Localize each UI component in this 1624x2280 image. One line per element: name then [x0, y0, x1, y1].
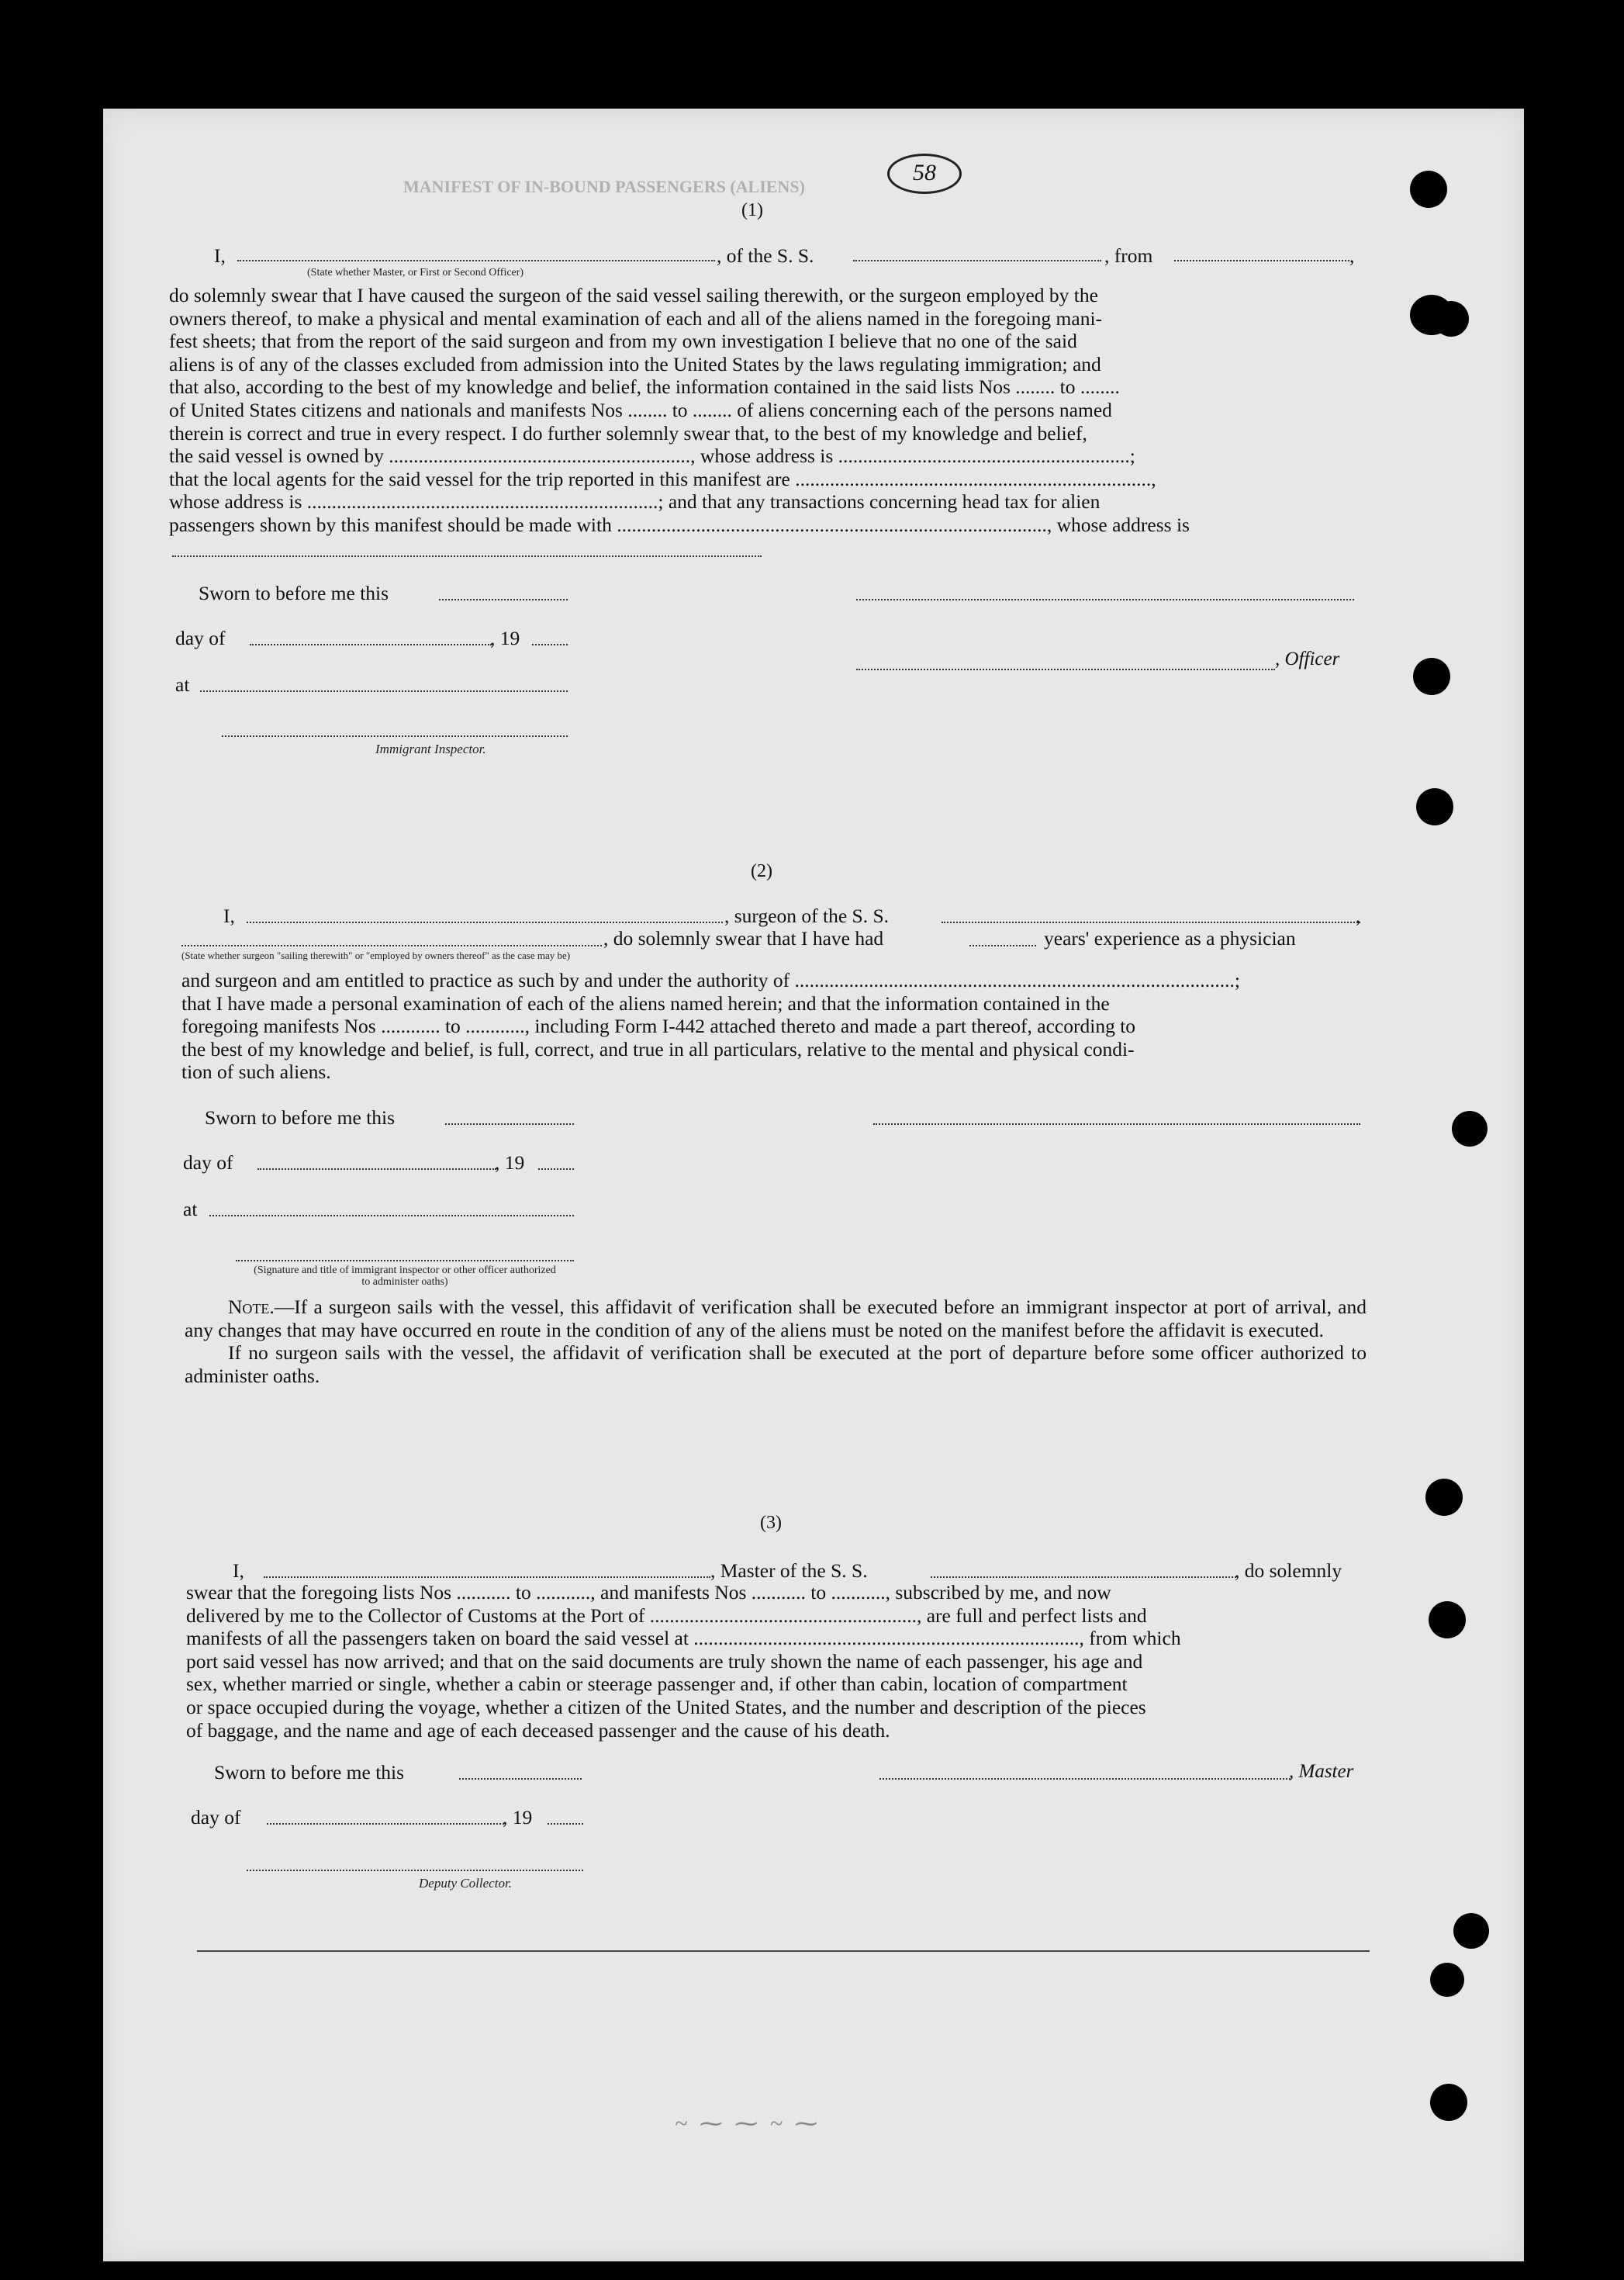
binder-hole: [1410, 171, 1447, 208]
s3-master-of: , Master of the S. S.: [710, 1559, 868, 1582]
s2-day-field[interactable]: [257, 1168, 496, 1170]
s2-body-line: the best of my knowledge and belief, is full, correct, and true in all particulars, relative to the mental and physical condi-: [181, 1037, 1135, 1060]
binder-hole: [1452, 1111, 1488, 1147]
s2-nineteen: , 19: [495, 1151, 525, 1174]
s1-body-line: aliens is of any of the classes excluded from admission into the United States by the laws regulating immigration; and: [169, 352, 1101, 375]
s2-at-field[interactable]: [209, 1215, 574, 1216]
s3-collector-caption: Deputy Collector.: [419, 1876, 512, 1891]
s1-day-of: day of: [175, 627, 226, 649]
s2-inspector-line[interactable]: [236, 1260, 574, 1261]
section3-heading: (3): [760, 1513, 782, 1533]
s3-body-line: swear that the foregoing lists Nos ........... to ..........., and manifests Nos ........... to ..........., subscribed by me, and now: [186, 1581, 1111, 1604]
s2-comma: ,: [1356, 905, 1361, 927]
s2-day-of: day of: [183, 1151, 233, 1174]
s1-of-ss: , of the S. S.: [717, 244, 814, 267]
s2-at: at: [183, 1198, 198, 1220]
section3-body: [186, 1581, 1370, 1742]
s3-nineteen: , 19: [503, 1806, 533, 1828]
s1-sworn-field[interactable]: [439, 599, 568, 600]
s1-at: at: [175, 673, 190, 696]
s2-signature-hint: (Signature and title of immigrant inspector or other officer authorized to administer oaths): [254, 1265, 556, 1288]
s3-day-of: day of: [191, 1806, 241, 1828]
s1-i: I,: [214, 244, 226, 267]
s1-sworn: Sworn to before me this: [199, 582, 389, 604]
section2-heading: (2): [751, 861, 772, 881]
s3-body-line: of baggage, and the name and age of each deceased passenger and the cause of his death.: [186, 1718, 890, 1742]
s2-body-line: and surgeon and am entitled to practice as such by and under the authority of .........................................................................................;: [181, 969, 1240, 991]
binder-hole: [1430, 1963, 1464, 1997]
s1-from-field[interactable]: [1174, 260, 1349, 261]
s1-body-line: the said vessel is owned by ............................................................., whose address is ...........................................................;: [169, 445, 1135, 468]
faint-header: MANIFEST OF IN-BOUND PASSENGERS (ALIENS): [403, 177, 805, 196]
s2-years-field[interactable]: [969, 945, 1036, 946]
s1-body-line: of United States citizens and nationals and manifests Nos ........ to ........ of aliens concerning each of the persons named: [169, 398, 1112, 421]
s3-master-label: , Master: [1289, 1761, 1354, 1782]
s2-employment-field[interactable]: [181, 945, 602, 946]
s1-body-line: that the local agents for the said vessel for the trip reported in this manifest are ........................................................................,: [169, 467, 1156, 490]
s3-body-line: delivered by me to the Collector of Customs at the Port of ......................................................, are full and perfect lists and: [186, 1604, 1147, 1627]
s3-sworn: Sworn to before me this: [214, 1761, 405, 1784]
s2-sworn-field[interactable]: [445, 1123, 574, 1125]
s1-body-line: whose address is .......................................................................; and that any transactions concerning head tax for alien: [169, 490, 1101, 514]
s3-day-field[interactable]: [267, 1823, 504, 1825]
s2-vessel-field[interactable]: [942, 922, 1360, 923]
s3-body-line: manifests of all the passengers taken on board the said vessel at .............................................................................., from which: [186, 1627, 1181, 1650]
s1-year-field[interactable]: [532, 644, 568, 645]
s1-inspector-line[interactable]: [222, 735, 568, 737]
s1-inspector-caption: Immigrant Inspector.: [375, 742, 486, 756]
section1-body: [169, 284, 1354, 537]
s3-master-name-field[interactable]: [264, 1576, 710, 1578]
s2-note-text: —If a surgeon sails with the vessel, this affidavit of verification shall be executed before an immigrant inspector at port of arrival, and any changes that may have occurred en route in the condition of any of the aliens must be noted on the manifest before the affidavit is executed.: [185, 1296, 1367, 1341]
s1-day-field[interactable]: [250, 644, 492, 645]
s3-body-line: or space occupied during the voyage, whether a citizen of the United States, and the number and description of the pieces: [186, 1695, 1146, 1718]
s1-comma: ,: [1349, 244, 1355, 267]
s1-officer-hint: (State whether Master, or First or Second Officer): [307, 267, 524, 279]
s1-address-field[interactable]: [172, 555, 762, 557]
s2-body-line: tion of such aliens.: [181, 1060, 331, 1084]
s1-body-line: passengers shown by this manifest should be made with ......................................................................................., whose address is: [169, 513, 1190, 536]
s1-body-line: fest sheets; that from the report of the said surgeon and from my own investigation I believe that no one of the said: [169, 330, 1077, 353]
s3-swear: , do solemnly: [1235, 1559, 1342, 1582]
binder-hole: [1425, 1479, 1463, 1516]
s1-nineteen: , 19: [490, 627, 520, 649]
s2-years: years' experience as a physician: [1044, 927, 1296, 950]
s3-body-line: port said vessel has now arrived; and that on the said documents are truly shown the name of each passenger, his age and: [186, 1649, 1143, 1673]
s2-body-line: foregoing manifests Nos ............ to ............, including Form I-442 attached thereto and made a part thereof, according to: [181, 1015, 1136, 1038]
s2-year-field[interactable]: [538, 1168, 574, 1170]
s1-officer-field[interactable]: [237, 260, 715, 261]
s1-body-line: do solemnly swear that I have caused the surgeon of the said vessel sailing therewith, or the surgeon employed by the: [169, 284, 1098, 306]
s2-surgeon-hint: (State whether surgeon "sailing therewith" or "employed by owners thereof" as the case may be): [181, 950, 571, 961]
s1-officer-name-line[interactable]: [856, 669, 1275, 670]
s3-master-signature-line[interactable]: [879, 1778, 1291, 1780]
s1-body-line: therein is correct and true in every respect. I do further solemnly swear that, to the best of my knowledge and belief,: [169, 421, 1087, 445]
s2-i: I,: [223, 905, 235, 927]
faint-signature: ~ ⁓ ⁓ ~ ⁓: [675, 2111, 821, 2136]
s3-vessel-field[interactable]: [931, 1576, 1236, 1578]
s2-surgeon-name-field[interactable]: [247, 922, 723, 923]
binder-hole: [1429, 1601, 1466, 1638]
s2-swear: , do solemnly swear that I have had: [603, 927, 884, 950]
s2-body-line: that I have made a personal examination of each of the aliens named herein; and that the information contained in the: [181, 991, 1110, 1015]
section1-heading: (1): [741, 200, 763, 220]
binder-hole: [1413, 658, 1450, 695]
binder-hole: [1433, 301, 1469, 337]
bottom-rule: [197, 1950, 1370, 1952]
page-number: 58: [887, 154, 962, 194]
binder-hole: [1453, 1913, 1489, 1949]
s2-surgeon-of: , surgeon of the S. S.: [724, 905, 890, 927]
section2-note: [185, 1296, 1367, 1387]
s3-collector-line[interactable]: [247, 1870, 583, 1871]
s1-body-line: that also, according to the best of my knowledge and belief, the information contained in the said lists Nos ........ to ........: [169, 375, 1120, 399]
s3-i: I,: [233, 1559, 244, 1582]
s1-at-field[interactable]: [200, 690, 568, 692]
s1-vessel-field[interactable]: [853, 260, 1101, 261]
s2-note-text2: If no surgeon sails with the vessel, the affidavit of verification shall be executed at the port of departure before some officer authorized to administer oaths.: [185, 1341, 1367, 1387]
s1-officer-signature-line[interactable]: [856, 599, 1354, 600]
s2-note-label: Note.: [228, 1296, 275, 1318]
s3-year-field[interactable]: [548, 1823, 583, 1825]
section2-body: [181, 969, 1362, 1084]
binder-hole: [1416, 788, 1453, 825]
s1-body-line: owners thereof, to make a physical and mental examination of each and all of the aliens named in the foregoing mani-: [169, 306, 1103, 330]
s1-officer-label: , Officer: [1275, 649, 1340, 669]
s1-from: , from: [1104, 244, 1153, 267]
binder-hole: [1430, 2084, 1467, 2121]
s2-surgeon-signature-line[interactable]: [873, 1123, 1360, 1125]
s3-body-line: sex, whether married or single, whether a cabin or steerage passenger and, if other than cabin, location of compartment: [186, 1673, 1128, 1696]
s3-sworn-field[interactable]: [459, 1778, 582, 1780]
s2-sworn: Sworn to before me this: [205, 1106, 396, 1129]
